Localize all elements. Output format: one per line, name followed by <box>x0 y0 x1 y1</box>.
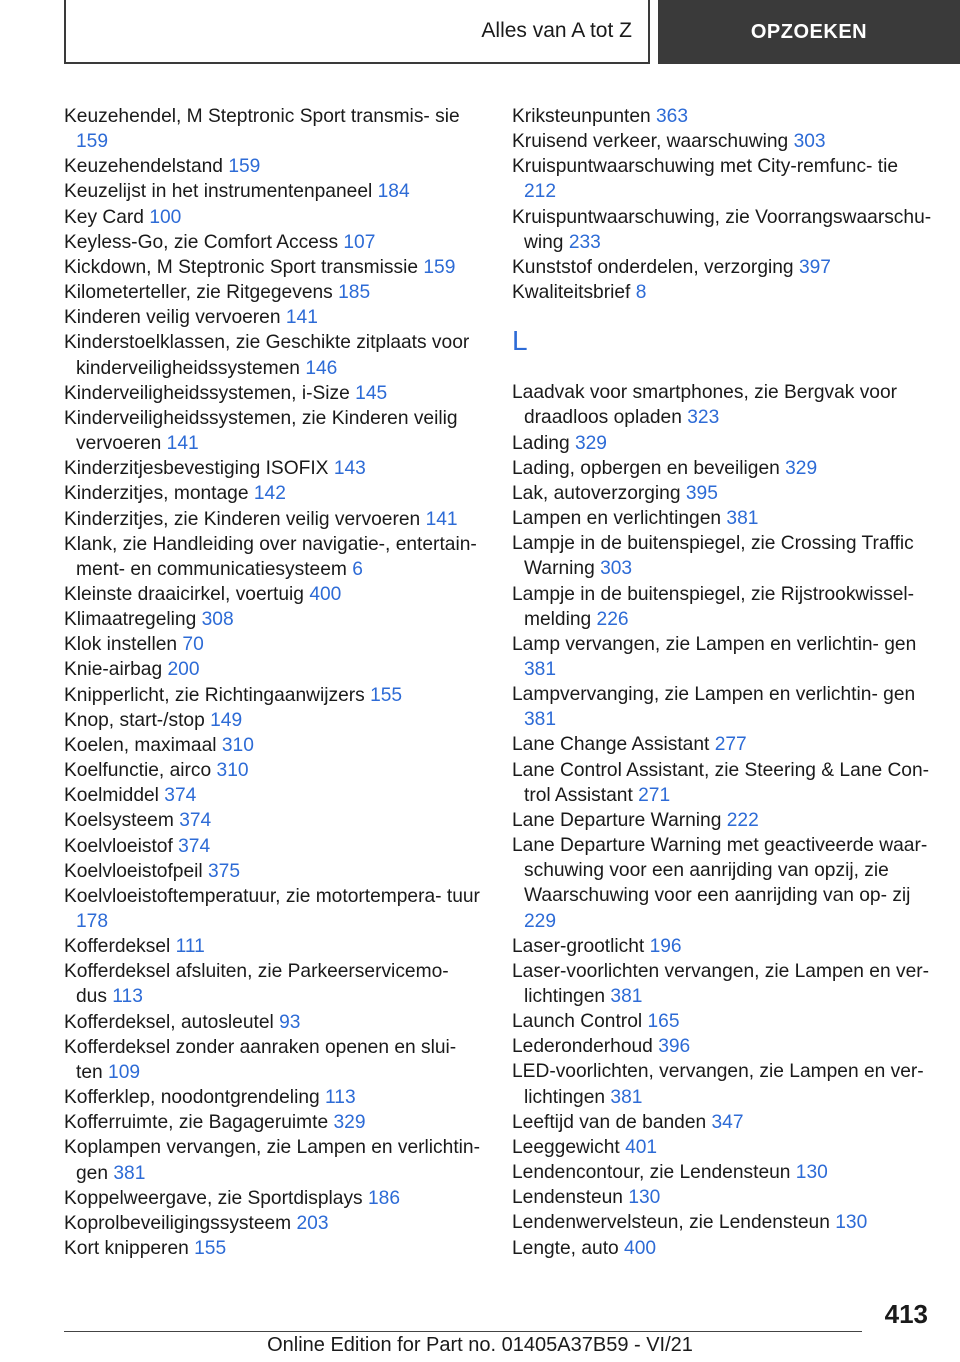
index-entry <box>64 230 484 255</box>
index-entry <box>512 582 932 632</box>
index-entry-text: Kinderzitjesbevestiging ISOFIX <box>64 458 329 480</box>
index-entry <box>512 1110 932 1135</box>
index-entry-text: Launch Control <box>512 1011 643 1033</box>
index-entry <box>64 632 484 657</box>
index-entry-text: Kwaliteitsbrief <box>512 282 631 304</box>
page-reference-link[interactable]: 186 <box>368 1187 401 1209</box>
page-reference-link[interactable]: 113 <box>325 1087 356 1109</box>
index-column-left <box>64 104 484 1261</box>
page-reference-link[interactable]: 233 <box>568 231 601 253</box>
page-reference-link[interactable]: 310 <box>216 760 249 782</box>
page-reference-link[interactable]: 185 <box>338 282 371 304</box>
index-entry-text: Laser-voorlichten vervangen, zie Lampen en ver- lichtingen <box>512 960 930 1007</box>
index-entry <box>64 808 484 833</box>
page-reference-link[interactable]: 374 <box>178 835 211 857</box>
index-entry-text: Koelvloeistof <box>64 835 173 857</box>
section-letter-heading: L <box>512 325 528 357</box>
index-entry <box>64 607 484 632</box>
index-entry <box>64 758 484 783</box>
index-entry <box>64 330 484 380</box>
index-entry-text: Leeggewicht <box>512 1136 620 1158</box>
index-entry-text: Lendensteun <box>512 1187 623 1209</box>
page-reference-link[interactable]: 381 <box>610 1086 643 1108</box>
index-entry <box>512 506 932 531</box>
index-entry-text: Key Card <box>64 206 144 228</box>
index-entry <box>64 456 484 481</box>
page-reference-link[interactable]: 400 <box>624 1237 657 1259</box>
index-entry <box>64 305 484 330</box>
index-entry <box>64 255 484 280</box>
index-entry <box>512 280 932 305</box>
index-entry-text: Kleinste draaicirkel, voertuig <box>64 583 304 605</box>
page-number: 413 <box>884 1299 928 1329</box>
index-entry <box>512 154 932 204</box>
index-entry-text: Knipperlicht, zie Richtingaanwijzers <box>64 684 365 706</box>
page-reference-link[interactable]: 165 <box>647 1011 680 1033</box>
page-reference-link[interactable]: 222 <box>726 809 759 831</box>
index-entry-text: Lading <box>512 432 570 454</box>
index-entry <box>64 959 484 1009</box>
page-reference-link[interactable]: 178 <box>76 911 109 932</box>
index-entry-text: Lane Change Assistant <box>512 734 710 756</box>
index-entry-text: Kriksteunpunten <box>512 106 651 127</box>
index-entry-text: Keyless-Go, zie Comfort Access <box>64 231 339 253</box>
page-reference-link[interactable]: 303 <box>600 558 633 580</box>
index-entry-text: Kickdown, M Steptronic Sport transmissie <box>64 256 419 278</box>
index-entry-text: Knop, start-/stop <box>64 709 205 731</box>
section-title-tab <box>64 0 650 64</box>
index-entry <box>512 431 932 456</box>
lookup-tab-label: OPZOEKEN <box>750 20 868 43</box>
page-reference-link[interactable]: 145 <box>355 382 388 404</box>
index-entry <box>512 833 932 934</box>
index-entry-text: Koelen, maximaal <box>64 734 217 756</box>
index-entry-text: Kinderstoelklassen, zie Geschikte zitplaats voor kinderveiligheidssystemen <box>64 332 470 379</box>
index-group-k <box>512 104 932 305</box>
page-reference-link[interactable]: 271 <box>638 784 671 806</box>
page-reference-link[interactable]: 70 <box>182 634 204 656</box>
index-entry-text: Kinderzitjes, montage <box>64 483 249 505</box>
page-reference-link[interactable]: 184 <box>377 181 410 203</box>
page-reference-link[interactable]: 226 <box>596 608 629 630</box>
index-entry-text: Keuzehendelstand <box>64 156 223 178</box>
index-entry-text: Kruispuntwaarschuwing met City-remfunc- tie <box>512 156 899 178</box>
index-entry <box>512 1135 932 1160</box>
index-entry-text: Kofferruimte, zie Bagageruimte <box>64 1112 329 1134</box>
page-reference-link[interactable]: 323 <box>687 407 720 429</box>
page-reference-link[interactable]: 381 <box>524 658 557 680</box>
index-entry <box>64 481 484 506</box>
page-reference-link[interactable]: 146 <box>305 357 338 379</box>
page-reference-link[interactable]: 93 <box>279 1011 301 1033</box>
index-entry-text: Lane Departure Warning met geactiveerde waar- schuwing voor een aanrijding van opzij, zie Waarschuwing voor een aanrijding van op- zij <box>512 835 928 907</box>
section-title: Alles van A tot Z <box>481 19 632 42</box>
index-entry <box>64 280 484 305</box>
index-entry <box>64 154 484 179</box>
page-reference-link[interactable]: 363 <box>656 106 689 127</box>
page-reference-link[interactable]: 277 <box>714 734 747 756</box>
page-reference-link[interactable]: 396 <box>658 1036 691 1058</box>
index-entry <box>512 808 932 833</box>
index-entry <box>512 1009 932 1034</box>
page-reference-link[interactable]: 381 <box>610 986 643 1007</box>
index-entry-text: Lampvervanging, zie Lampen en verlichtin- gen <box>512 684 916 706</box>
page-reference-link[interactable]: 401 <box>625 1136 658 1158</box>
index-entry-text: Kilometerteller, zie Ritgegevens <box>64 282 333 304</box>
index-entry <box>512 481 932 506</box>
page-reference-link[interactable]: 141 <box>166 433 199 455</box>
index-entry-text: Lendenwervelsteun, zie Lendensteun <box>512 1212 830 1234</box>
page-reference-link[interactable]: 159 <box>423 256 456 278</box>
edition-note: Online Edition for Part no. 01405A37B59 - VI/21 <box>267 1334 693 1356</box>
index-entry-text: Lederonderhoud <box>512 1036 653 1058</box>
index-column-right <box>512 104 932 1261</box>
index-entry <box>64 1035 484 1085</box>
page-reference-link[interactable]: 203 <box>296 1212 329 1234</box>
index-entry-text: Kofferdeksel afsluiten, zie Parkeerservicemo- dus <box>64 961 449 1008</box>
page-reference-link[interactable]: 130 <box>795 1162 828 1184</box>
index-entry <box>64 582 484 607</box>
index-entry <box>64 1110 484 1135</box>
page-header <box>0 0 960 66</box>
index-entry <box>512 682 932 732</box>
index-entry-text: Lendencontour, zie Lendensteun <box>512 1162 791 1184</box>
page-reference-link[interactable]: 107 <box>343 231 376 253</box>
page-reference-link[interactable]: 229 <box>524 910 557 932</box>
page-reference-link[interactable]: 212 <box>524 181 557 203</box>
page-reference-link[interactable]: 200 <box>167 659 200 681</box>
lookup-tab[interactable] <box>658 0 960 64</box>
index-entry <box>512 531 932 581</box>
index-entry-text: Laser-grootlicht <box>512 935 645 957</box>
index-entry <box>64 783 484 808</box>
index-entry <box>512 456 932 481</box>
index-entry-text: Klok instellen <box>64 634 178 656</box>
index-entry <box>64 1010 484 1035</box>
index-entry <box>512 1210 932 1235</box>
index-entry-text: Koelvloeistoftemperatuur, zie motortempera- tuur <box>64 885 480 907</box>
page-reference-link[interactable]: 381 <box>524 709 557 731</box>
index-entry-text: Kinderveiligheidssystemen, i-Size <box>64 382 350 404</box>
index-entry <box>64 1135 484 1185</box>
index-entry-text: Kofferdeksel zonder aanraken openen en slui- ten <box>64 1036 457 1083</box>
page-reference-link[interactable]: 159 <box>76 131 109 153</box>
index-entry <box>512 758 932 808</box>
index-entry-text: Kunststof onderdelen, verzorging <box>512 256 794 278</box>
index-entry <box>64 532 484 582</box>
index-entry-text: Lak, autoverzorging <box>512 482 681 504</box>
index-entry <box>512 1185 932 1210</box>
index-entry <box>64 406 484 456</box>
page-reference-link[interactable]: 303 <box>793 131 826 153</box>
index-entry-text: Klimaatregeling <box>64 609 197 631</box>
index-entry <box>64 1236 484 1261</box>
index-entry-text: Koelsysteem <box>64 810 174 832</box>
page-reference-link[interactable]: 142 <box>253 483 286 505</box>
page-reference-link[interactable]: 8 <box>635 282 647 304</box>
index-entry <box>64 733 484 758</box>
index-entry-text: LED-voorlichten, vervangen, zie Lampen en ver- lichtingen <box>512 1061 924 1108</box>
index-entry-text: Keuzelijst in het instrumentenpaneel <box>64 181 373 203</box>
index-entry-text: Koelfunctie, airco <box>64 760 212 782</box>
index-entry <box>64 507 484 532</box>
page-reference-link[interactable]: 141 <box>285 307 318 329</box>
index-entry <box>512 732 932 757</box>
index-entry <box>64 859 484 884</box>
index-entry <box>64 934 484 959</box>
page-reference-link[interactable]: 329 <box>785 457 818 479</box>
index-entry <box>512 632 932 682</box>
page-reference-link[interactable]: 100 <box>149 206 182 228</box>
index-entry-text: Lampen en verlichtingen <box>512 508 722 530</box>
page-reference-link[interactable]: 130 <box>628 1187 661 1209</box>
index-entry-text: Kruispuntwaarschuwing, zie Voorrangswaarschu- wing <box>512 206 932 253</box>
page-reference-link[interactable]: 111 <box>175 936 205 958</box>
index-entry <box>64 708 484 733</box>
index-entry <box>512 1236 932 1261</box>
page-reference-link[interactable]: 196 <box>649 935 682 957</box>
index-entry <box>64 657 484 682</box>
index-entry <box>512 205 932 255</box>
index-entry <box>64 834 484 859</box>
index-entry <box>64 1211 484 1236</box>
index-entry <box>512 380 932 430</box>
index-entry-text: Koppelweergave, zie Sportdisplays <box>64 1187 363 1209</box>
index-entry <box>64 1186 484 1211</box>
index-entry <box>512 959 932 1009</box>
index-entry <box>64 104 484 154</box>
page-reference-link[interactable]: 347 <box>711 1111 744 1133</box>
index-entry-text: Kinderveiligheidssystemen, zie Kinderen veilig vervoeren <box>64 407 458 455</box>
page-reference-link[interactable]: 143 <box>333 458 366 480</box>
index-entry-text: Kofferklep, noodontgrendeling <box>64 1087 320 1109</box>
page-reference-link[interactable]: 310 <box>221 734 254 756</box>
index-entry-text: Laadvak voor smartphones, zie Bergvak voor draadloos opladen <box>512 382 898 429</box>
page-reference-link[interactable]: 329 <box>574 432 607 454</box>
index-entry-text: Kruisend verkeer, waarschuwing <box>512 131 789 153</box>
index-entry-text: Lampje in de buitenspiegel, zie Rijstrookwissel- melding <box>512 583 915 630</box>
index-entry-text: Koelmiddel <box>64 785 159 807</box>
index-entry <box>512 104 932 129</box>
index-entry-text: Koprolbeveiligingssysteem <box>64 1212 292 1234</box>
index-entry-text: Kofferdeksel <box>64 936 171 958</box>
index-group-l <box>512 380 932 1260</box>
index-entry <box>512 255 932 280</box>
index-entry-text: Kort knipperen <box>64 1238 189 1260</box>
page-reference-link[interactable]: 149 <box>210 709 243 731</box>
index-entry <box>64 1085 484 1110</box>
index-entry <box>64 884 484 934</box>
page-reference-link[interactable]: 374 <box>164 785 197 807</box>
index-entry-text: Keuzehendel, M Steptronic Sport transmis- sie <box>64 106 460 127</box>
index-entry-text: Lane Control Assistant, zie Steering & Lane Con- trol Assistant <box>512 759 930 806</box>
index-entry-text: Lengte, auto <box>512 1237 619 1259</box>
index-entry <box>512 129 932 154</box>
page-reference-link[interactable]: 381 <box>113 1162 146 1184</box>
index-entry-text: Kinderen veilig vervoeren <box>64 307 281 329</box>
index-entry-text: Kofferdeksel, autosleutel <box>64 1011 274 1033</box>
page-reference-link[interactable]: 6 <box>352 558 363 580</box>
index-entry-text: Lampje in de buitenspiegel, zie Crossing Traffic Warning <box>512 533 914 580</box>
page-reference-link[interactable]: 308 <box>201 609 234 631</box>
index-entry-text: Kinderzitjes, zie Kinderen veilig vervoeren <box>64 508 421 530</box>
page-reference-link[interactable]: 395 <box>685 482 718 504</box>
page-reference-link[interactable]: 400 <box>309 583 342 605</box>
page-reference-link[interactable]: 159 <box>228 156 261 178</box>
index-entry <box>64 381 484 406</box>
index-entry <box>64 179 484 204</box>
index-entry-text: Klank, zie Handleiding over navigatie-, entertain- ment- en communicatiesysteem <box>64 533 477 580</box>
page-reference-link[interactable]: 155 <box>370 684 403 706</box>
index-entry <box>64 683 484 708</box>
index-entry <box>512 1059 932 1109</box>
page-reference-link[interactable]: 109 <box>108 1061 141 1083</box>
index-entry <box>64 205 484 230</box>
index-entry-text: Lamp vervangen, zie Lampen en verlichtin- gen <box>512 633 917 655</box>
index-entry-text: Koelvloeistofpeil <box>64 860 203 882</box>
footer-divider <box>64 1331 862 1332</box>
index-entry-text: Lane Departure Warning <box>512 809 722 831</box>
index-entry-text: Leeftijd van de banden <box>512 1111 707 1133</box>
index-entry <box>512 934 932 959</box>
page-reference-link[interactable]: 397 <box>798 256 831 278</box>
page-reference-link[interactable]: 130 <box>835 1212 868 1234</box>
page-reference-link[interactable]: 329 <box>333 1112 366 1134</box>
page-reference-link[interactable]: 375 <box>208 860 241 882</box>
index-entry <box>512 1034 932 1059</box>
page-reference-link[interactable]: 141 <box>425 508 458 530</box>
index-entry-text: Koplampen vervangen, zie Lampen en verlichtin- gen <box>64 1137 480 1184</box>
index-entry-text: Lading, opbergen en beveiligen <box>512 457 780 479</box>
page-reference-link[interactable]: 113 <box>112 986 143 1008</box>
page-reference-link[interactable]: 374 <box>179 810 212 832</box>
page-reference-link[interactable]: 155 <box>194 1238 227 1260</box>
index-entry-text: Knie-airbag <box>64 659 163 681</box>
page-reference-link[interactable]: 381 <box>726 508 759 530</box>
index-entry <box>512 1160 932 1185</box>
